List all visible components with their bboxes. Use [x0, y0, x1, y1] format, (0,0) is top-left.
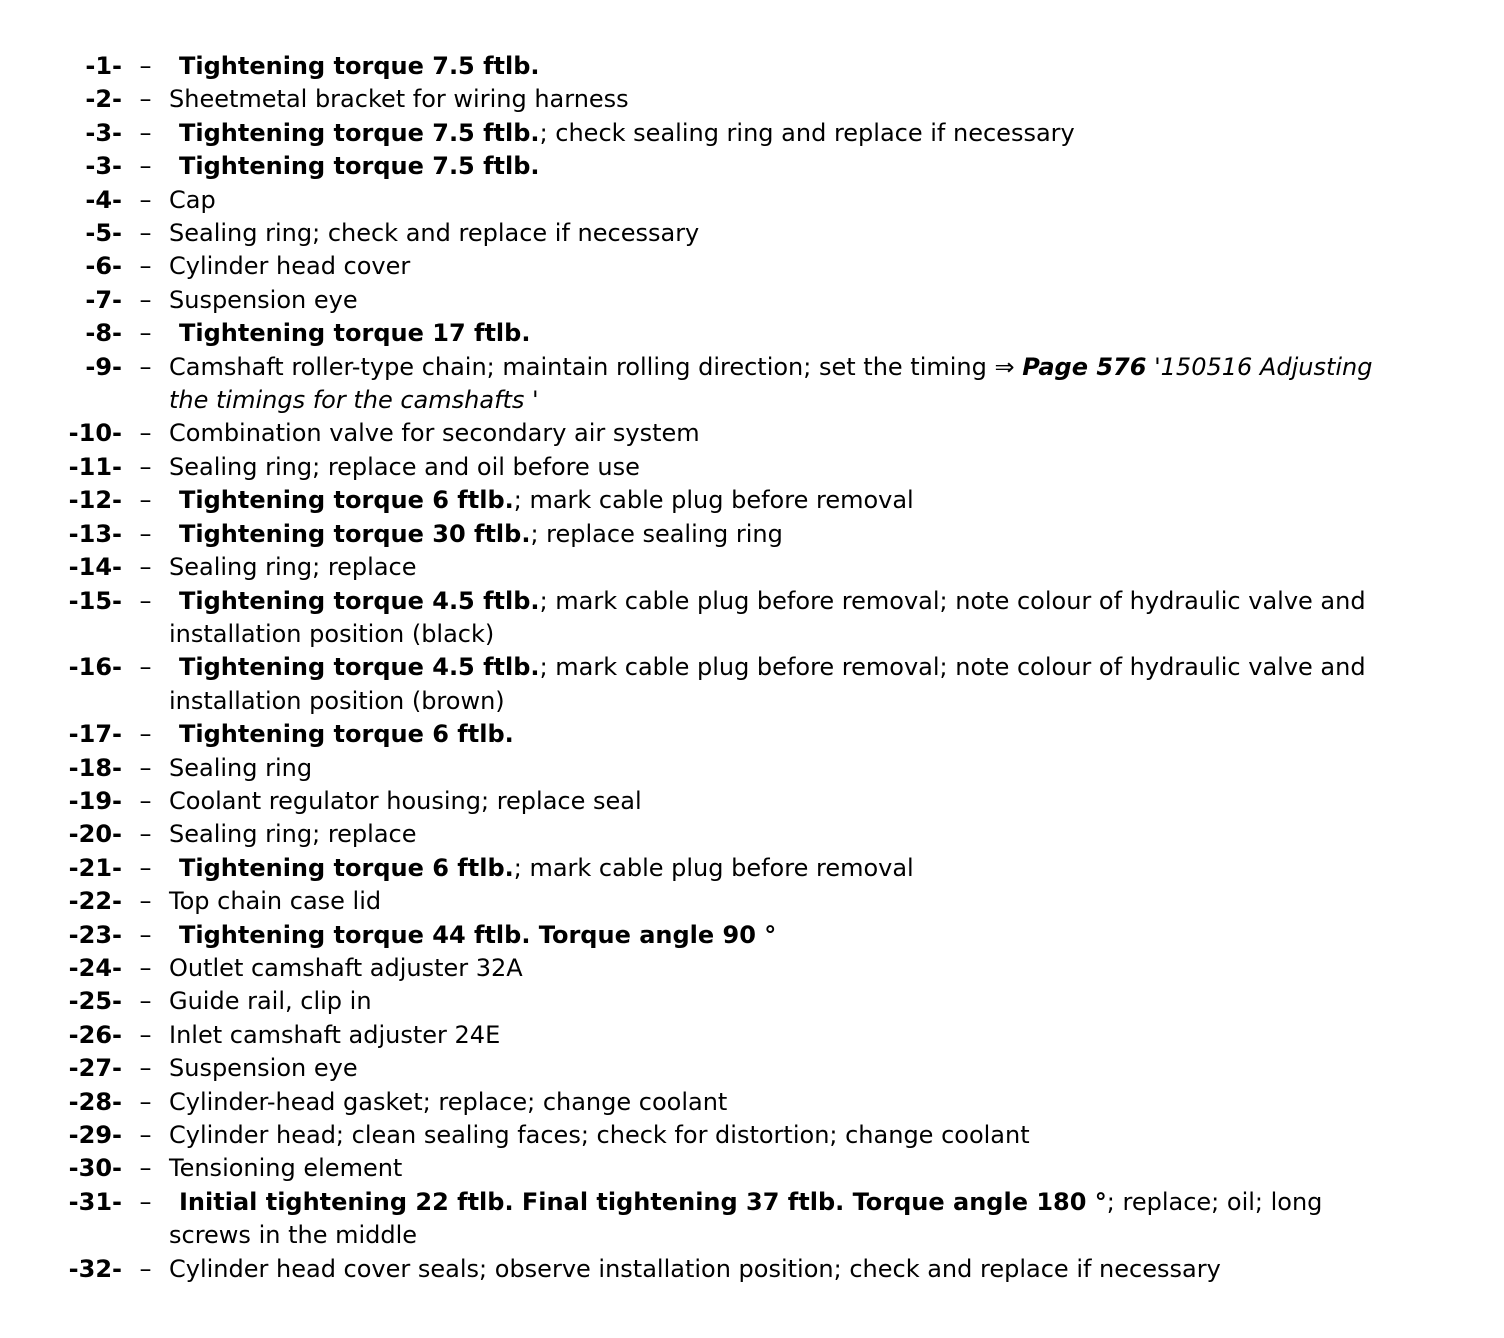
- item-text: Coolant regulator housing; replace seal: [169, 786, 642, 815]
- item-description: [169, 217, 1409, 250]
- item-dash: –: [139, 786, 152, 815]
- item-number: -16-: [68, 653, 122, 682]
- item-text: ; mark cable plug before removal: [513, 853, 914, 882]
- item-dash: –: [139, 1121, 152, 1149]
- item-description: [169, 1186, 1409, 1253]
- item-text: Cap: [169, 185, 216, 214]
- legend-item: [0, 484, 1504, 517]
- item-description: [169, 250, 1409, 283]
- item-text: ; mark cable plug before removal; note colour of hydraulic valve and installation position (black): [169, 586, 1366, 648]
- item-text: ; replace sealing ring: [530, 519, 783, 548]
- legend-item: [0, 217, 1504, 250]
- item-description: [169, 351, 1409, 418]
- legend-item: [0, 985, 1504, 1018]
- item-dash: –: [139, 653, 152, 682]
- torque-spec: Initial tightening 22 ftlb. Final tightening 37 ftlb. Torque angle 180 °: [179, 1187, 1107, 1216]
- reference-title[interactable]: '150516 Adjusting the timings for the camshafts ': [169, 352, 1373, 415]
- item-description: [169, 50, 1409, 83]
- item-description: [169, 417, 1409, 450]
- item-dash: –: [139, 1154, 152, 1183]
- legend-item: [0, 952, 1504, 985]
- item-dash: –: [139, 1087, 152, 1116]
- legend-item: [0, 284, 1504, 317]
- torque-spec: Tightening torque 4.5 ftlb.: [179, 586, 540, 615]
- item-description: [169, 785, 1409, 818]
- item-dash: –: [139, 52, 152, 80]
- item-description: [169, 1253, 1409, 1286]
- legend-item: [0, 50, 1504, 83]
- item-text: Sealing ring; replace: [169, 820, 417, 849]
- item-dash: –: [139, 820, 152, 849]
- legend-item: [0, 518, 1504, 551]
- legend-item: [0, 417, 1504, 450]
- item-dash: –: [139, 118, 152, 147]
- legend-item: [0, 83, 1504, 116]
- item-text: Sealing ring; replace and oil before use: [169, 452, 640, 481]
- torque-spec: Tightening torque 7.5 ftlb.: [179, 118, 540, 147]
- item-text: Sealing ring: [169, 753, 313, 782]
- legend-item: [0, 1086, 1504, 1119]
- item-dash: –: [139, 1254, 152, 1283]
- item-number: -23-: [68, 920, 122, 949]
- reference-arrow-icon: ⇒: [994, 352, 1015, 381]
- item-number: -2-: [85, 85, 122, 114]
- item-description: [169, 551, 1409, 584]
- item-description: [169, 1019, 1409, 1052]
- legend-item: [0, 785, 1504, 818]
- item-text: Suspension eye: [169, 285, 358, 314]
- legend-item: [0, 250, 1504, 283]
- item-number: -19-: [68, 786, 122, 815]
- torque-spec: Tightening torque 17 ftlb.: [179, 319, 531, 348]
- item-description: [169, 852, 1409, 885]
- torque-spec: Tightening torque 30 ftlb.: [179, 519, 531, 548]
- item-description: [169, 885, 1409, 918]
- item-description: [169, 1052, 1409, 1085]
- item-description: [169, 1119, 1409, 1152]
- legend-item: [0, 651, 1504, 718]
- item-text: ; replace; oil; long screws in the middle: [169, 1187, 1323, 1250]
- legend-item: [0, 351, 1504, 418]
- item-dash: –: [139, 1020, 152, 1049]
- item-dash: –: [139, 152, 152, 181]
- item-text: Guide rail, clip in: [169, 987, 372, 1016]
- item-description: [169, 585, 1409, 652]
- item-text: ; mark cable plug before removal: [513, 486, 914, 515]
- item-number: -11-: [68, 452, 122, 481]
- legend-item: [0, 752, 1504, 785]
- legend-item: [0, 1052, 1504, 1085]
- item-dash: –: [139, 319, 152, 348]
- item-text: Sealing ring; check and replace if necessary: [169, 219, 700, 248]
- item-number: -21-: [68, 853, 122, 882]
- item-description: [169, 150, 1409, 183]
- item-number: -24-: [68, 953, 122, 982]
- torque-spec: Tightening torque 7.5 ftlb.: [179, 152, 540, 181]
- item-dash: –: [139, 553, 152, 582]
- item-text: Outlet camshaft adjuster 32A: [169, 953, 523, 982]
- item-text: Cylinder head cover seals; observe installation position; check and replace if necessary: [169, 1254, 1221, 1283]
- item-dash: –: [139, 1187, 152, 1216]
- item-dash: –: [139, 185, 152, 214]
- item-number: -3-: [85, 152, 122, 181]
- legend-item: [0, 1186, 1504, 1253]
- item-dash: –: [139, 753, 152, 782]
- item-number: -10-: [68, 419, 122, 448]
- item-description: [169, 451, 1409, 484]
- item-dash: –: [139, 953, 152, 982]
- parts-legend-list: [0, 50, 1504, 1286]
- item-description: [169, 484, 1409, 517]
- item-description: [169, 1152, 1409, 1185]
- item-dash: –: [139, 853, 152, 882]
- item-text: Sheetmetal bracket for wiring harness: [169, 85, 629, 114]
- torque-spec: Tightening torque 6 ftlb.: [179, 486, 514, 515]
- item-description: [169, 919, 1409, 952]
- item-text: Cylinder head cover: [169, 252, 411, 281]
- item-number: -20-: [68, 820, 122, 849]
- legend-item: [0, 852, 1504, 885]
- item-description: [169, 985, 1409, 1018]
- item-description: [169, 818, 1409, 851]
- item-number: -1-: [85, 52, 122, 80]
- item-dash: –: [139, 519, 152, 548]
- item-description: [169, 83, 1409, 116]
- item-number: -30-: [68, 1154, 122, 1183]
- item-number: -27-: [68, 1054, 122, 1083]
- item-dash: –: [139, 720, 152, 749]
- item-description: [169, 952, 1409, 985]
- item-number: -9-: [85, 352, 122, 381]
- item-number: -7-: [85, 285, 122, 314]
- legend-item: [0, 1119, 1504, 1152]
- item-description: [169, 117, 1409, 150]
- item-text: ; check sealing ring and replace if necessary: [539, 118, 1075, 147]
- item-text: Camshaft roller-type chain; maintain rolling direction; set the timing: [169, 352, 995, 381]
- item-number: -4-: [85, 185, 122, 214]
- legend-item: [0, 1152, 1504, 1185]
- page-reference-link[interactable]: Page 576: [1022, 352, 1147, 381]
- item-description: [169, 284, 1409, 317]
- item-number: -8-: [85, 319, 122, 348]
- item-text: Sealing ring; replace: [169, 553, 417, 582]
- legend-item: [0, 451, 1504, 484]
- item-dash: –: [139, 987, 152, 1016]
- item-number: -25-: [68, 987, 122, 1016]
- item-description: [169, 317, 1409, 350]
- legend-item: [0, 1019, 1504, 1052]
- item-number: -13-: [68, 519, 122, 548]
- item-text: Top chain case lid: [169, 887, 382, 916]
- item-number: -26-: [68, 1020, 122, 1049]
- item-dash: –: [139, 887, 152, 916]
- legend-item: [0, 117, 1504, 150]
- item-description: [169, 651, 1409, 718]
- legend-item: [0, 585, 1504, 652]
- item-number: -22-: [68, 887, 122, 916]
- item-dash: –: [139, 419, 152, 448]
- item-number: -5-: [85, 219, 122, 248]
- item-description: [169, 518, 1409, 551]
- item-dash: –: [139, 1054, 152, 1083]
- item-number: -31-: [68, 1187, 122, 1216]
- item-number: -3-: [85, 118, 122, 147]
- item-number: -18-: [68, 753, 122, 782]
- item-number: -17-: [68, 720, 122, 749]
- legend-item: [0, 317, 1504, 350]
- torque-spec: Tightening torque 4.5 ftlb.: [179, 653, 540, 682]
- item-text: ; mark cable plug before removal; note colour of hydraulic valve and installation position (brown): [169, 653, 1366, 715]
- item-text: Cylinder head; clean sealing faces; check for distortion; change coolant: [169, 1121, 1030, 1149]
- item-description: [169, 184, 1409, 217]
- item-dash: –: [139, 486, 152, 515]
- item-description: [169, 1086, 1409, 1119]
- legend-item: [0, 1253, 1504, 1286]
- item-dash: –: [139, 219, 152, 248]
- item-dash: –: [139, 452, 152, 481]
- item-text: Tensioning element: [169, 1154, 403, 1183]
- item-description: [169, 752, 1409, 785]
- item-text: Inlet camshaft adjuster 24E: [169, 1020, 501, 1049]
- item-dash: –: [139, 285, 152, 314]
- legend-item: [0, 551, 1504, 584]
- item-text: Combination valve for secondary air system: [169, 419, 700, 448]
- item-number: -29-: [68, 1121, 122, 1149]
- item-number: -6-: [85, 252, 122, 281]
- item-text: Cylinder-head gasket; replace; change coolant: [169, 1087, 728, 1116]
- legend-item: [0, 718, 1504, 751]
- legend-item: [0, 184, 1504, 217]
- item-number: -32-: [68, 1254, 122, 1283]
- legend-item: [0, 919, 1504, 952]
- item-number: -28-: [68, 1087, 122, 1116]
- torque-spec: Tightening torque 6 ftlb.: [179, 720, 514, 749]
- legend-item: [0, 818, 1504, 851]
- item-dash: –: [139, 85, 152, 114]
- item-number: -14-: [68, 553, 122, 582]
- item-dash: –: [139, 920, 152, 949]
- torque-spec: Tightening torque 7.5 ftlb.: [179, 52, 540, 80]
- item-text: Suspension eye: [169, 1054, 358, 1083]
- legend-item: [0, 150, 1504, 183]
- item-dash: –: [139, 586, 152, 615]
- item-dash: –: [139, 352, 152, 381]
- item-dash: –: [139, 252, 152, 281]
- torque-spec: Tightening torque 44 ftlb. Torque angle 90 °: [179, 920, 777, 949]
- torque-spec: Tightening torque 6 ftlb.: [179, 853, 514, 882]
- item-number: -15-: [68, 586, 122, 615]
- item-number: -12-: [68, 486, 122, 515]
- item-description: [169, 718, 1409, 751]
- legend-item: [0, 885, 1504, 918]
